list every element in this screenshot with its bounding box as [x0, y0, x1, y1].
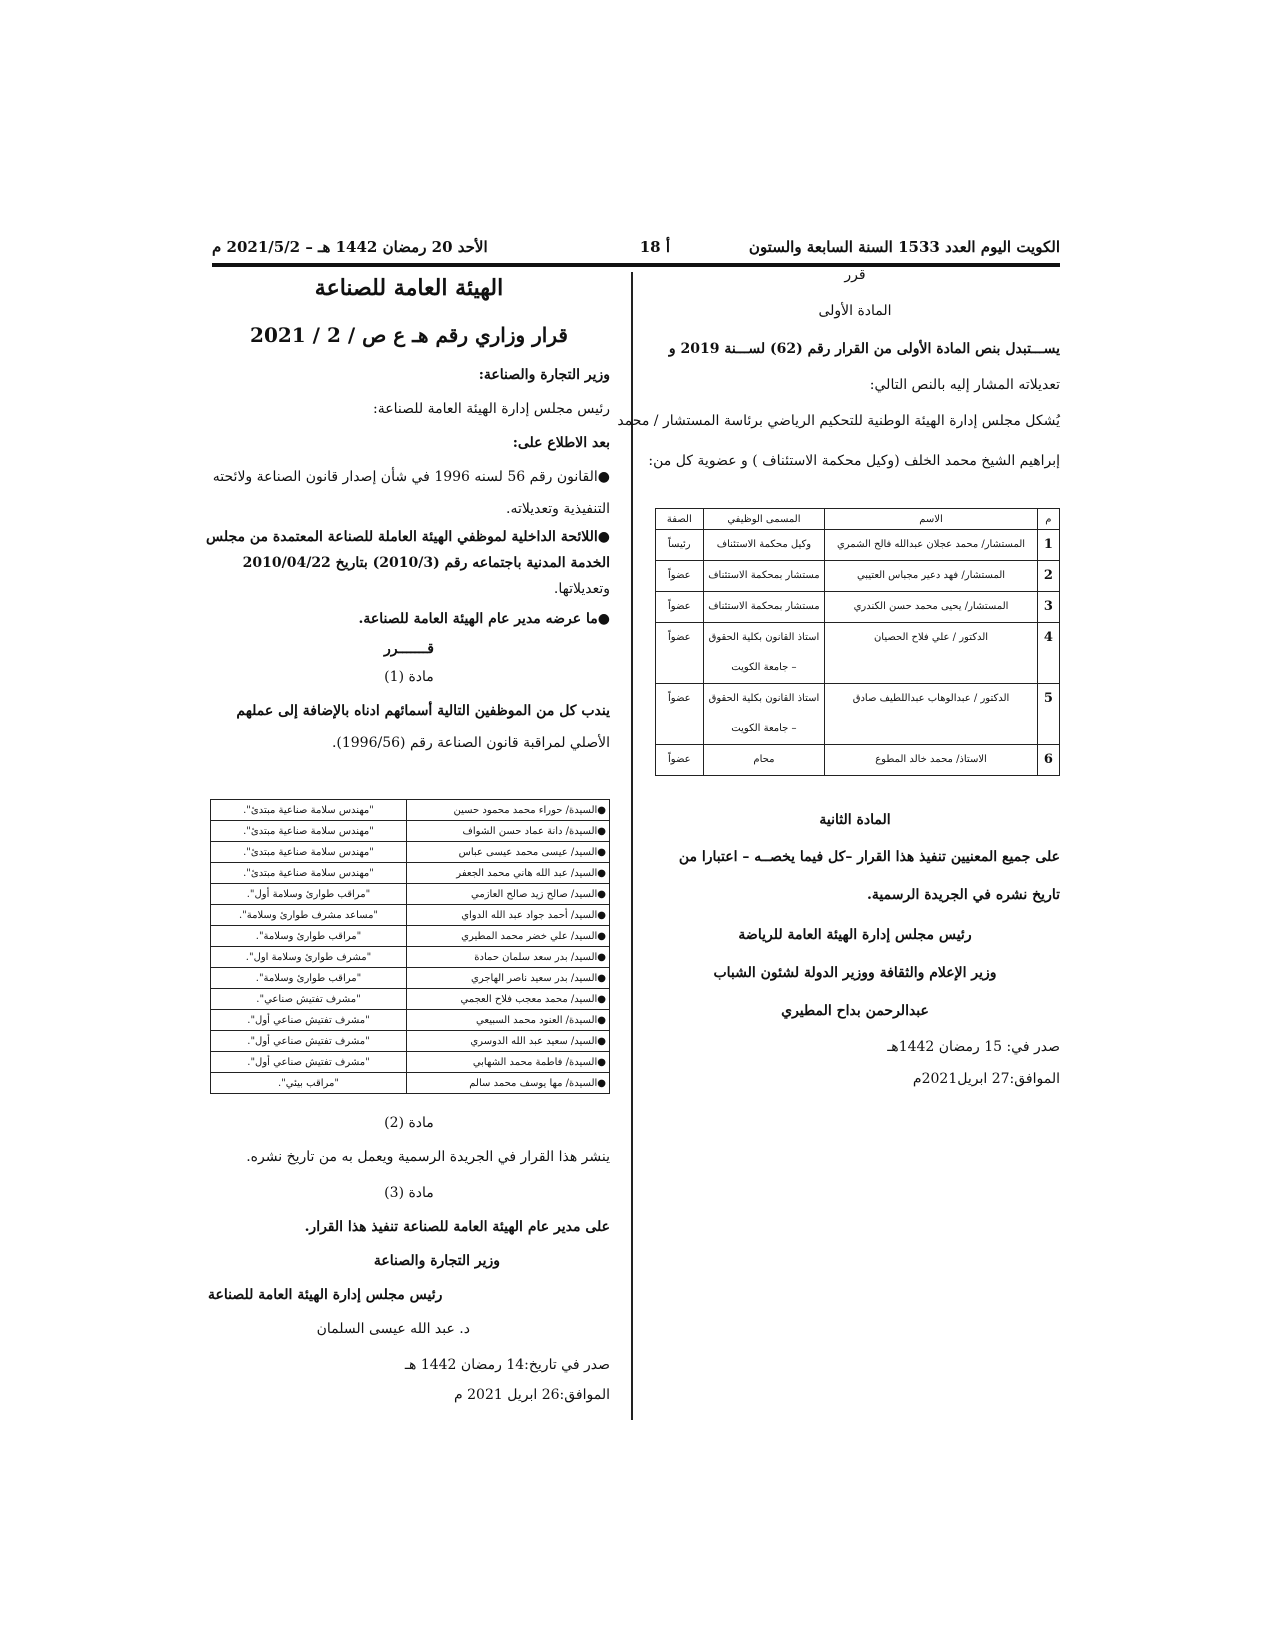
article2-heading: المادة الثانية [819, 812, 891, 828]
table-row [211, 1031, 610, 1052]
staff-name: ●السيدة/ حوراء محمد محمود حسين [407, 800, 610, 821]
article-3-heading: مادة (3) [384, 1185, 434, 1201]
staff-name: ●السيد/ محمد معجب فلاح العجمي [407, 989, 610, 1010]
signature-chairman: رئيس مجلس إدارة الهيئة العامة للصناعة [208, 1287, 443, 1303]
table-row [656, 684, 1060, 745]
staff-job: "مهندس سلامة صناعية مبتدئ". [211, 842, 407, 863]
table-row [211, 905, 610, 926]
staff-job: "مهندس سلامة صناعية مبتدئ". [211, 863, 407, 884]
page-header [212, 238, 1060, 260]
article1-heading: المادة الأولى [818, 303, 892, 319]
issue-date-gregorian: الموافق:26 ابريل 2021 م [454, 1387, 610, 1403]
article2-line: تاريخ نشره في الجريدة الرسمية. [867, 887, 1060, 903]
table-row [656, 745, 1060, 776]
article1-line: تعديلاته المشار إليه بالنص التالي: [869, 377, 1060, 393]
article-1-heading: مادة (1) [384, 669, 434, 685]
staff-job: "مشرف تفتيش صناعي أول". [211, 1031, 407, 1052]
staff-name: ●السيد/ سعيد عبد الله الدوسري [407, 1031, 610, 1052]
staff-name: ●السيد/ أحمد جواد عبد الله الدواي [407, 905, 610, 926]
table-row [211, 863, 610, 884]
article-1-text: يندب كل من الموظفين التالية أسمائهم ادناه بالإضافة إلى عملهم [236, 703, 610, 719]
table-row [656, 623, 1060, 684]
table-row [211, 968, 610, 989]
member-title: مستشار بمحكمة الاستئناف [703, 561, 825, 592]
table-row [211, 926, 610, 947]
staff-name: ●السيدة/ فاطمة محمد الشهابي [407, 1052, 610, 1073]
delegated-staff-table [210, 799, 610, 1094]
board-members-table [655, 508, 1060, 776]
article2-line: على جميع المعنيين تنفيذ هذا القرار –كل فيما يخصــه – اعتبارا من [678, 849, 1060, 865]
table-row [211, 800, 610, 821]
member-role: عضواً [656, 623, 704, 684]
table-row [211, 947, 610, 968]
col-header-role: الصفة [656, 509, 704, 530]
table-header-row [656, 509, 1060, 530]
signer-title: رئيس مجلس إدارة الهيئة العامة للرياضة [738, 927, 972, 943]
member-name: الدكتور / علي فلاح الحصيان [825, 623, 1038, 684]
table-row [211, 884, 610, 905]
staff-name: ●السيد/ بدر سعيد ناصر الهاجري [407, 968, 610, 989]
article-2-heading: مادة (2) [384, 1115, 434, 1131]
issue-date-hijri: صدر في تاريخ:14 رمضان 1442 هـ [404, 1357, 610, 1373]
staff-name: ●السيد/ عبد الله هاني محمد الجعفر [407, 863, 610, 884]
decision-title: قرار وزاري رقم هـ ع ص / 2 / 2021 [250, 323, 568, 347]
article1-line: يُشكل مجلس إدارة الهيئة الوطنية للتحكيم الرياضي برئاسة المستشار / محمد [617, 413, 1060, 429]
member-title: وكيل محكمة الاستئناف [703, 530, 825, 561]
table-row [656, 561, 1060, 592]
member-name: المستشار/ يحيى محمد حسن الكندري [825, 592, 1038, 623]
col-header-name: الاسم [825, 509, 1038, 530]
regulation-reference: الخدمة المدنية باجتماعه رقم (2010/3) بتاريخ 2010/04/22 [242, 555, 610, 571]
member-title: استاذ القانون بكلية الحقوق – جامعة الكويت [703, 684, 825, 745]
table-row [211, 1073, 610, 1094]
staff-name: ●السيد/ صالح زيد صالح العازمي [407, 884, 610, 905]
law-reference: ●القانون رقم 56 لسنه 1996 في شأن إصدار قانون الصناعة ولائحته [212, 469, 610, 485]
table-row [211, 821, 610, 842]
member-name: المستشار/ فهد دعير مجباس العتيبي [825, 561, 1038, 592]
staff-name: ●السيد/ بدر سعد سلمان حمادة [407, 947, 610, 968]
member-role: عضواً [656, 745, 704, 776]
row-number: 4 [1037, 623, 1059, 684]
row-number: 5 [1037, 684, 1059, 745]
staff-job: "مراقب بيئي". [211, 1073, 407, 1094]
table-row [211, 842, 610, 863]
table-row [211, 1010, 610, 1031]
presented-line: ●ما عرضه مدير عام الهيئة العامة للصناعة. [358, 611, 610, 627]
member-name: الدكتور / عبدالوهاب عبداللطيف صادق [825, 684, 1038, 745]
table-row [211, 1052, 610, 1073]
col-header-title: المسمى الوظيفي [703, 509, 825, 530]
page-number: أ 18 [639, 238, 670, 256]
law-reference: التنفيذية وتعديلاته. [506, 501, 610, 517]
decided-word: قـــــــرر [384, 641, 434, 657]
staff-name: ●السيد/ عيسى محمد عيسى عباس [407, 842, 610, 863]
staff-name: ●السيد/ علي خضر محمد المطيري [407, 926, 610, 947]
member-title: مستشار بمحكمة الاستئناف [703, 592, 825, 623]
issue-date: الأحد 20 رمضان 1442 هـ – 2021/5/2 م [212, 238, 488, 256]
signature-name: د. عبد الله عيسى السلمان [316, 1321, 470, 1337]
table-row [656, 592, 1060, 623]
staff-job: "مراقب طوارئ وسلامة". [211, 926, 407, 947]
column-divider [631, 272, 633, 1420]
row-number: 3 [1037, 592, 1059, 623]
article-3-text: على مدير عام الهيئة العامة للصناعة تنفيذ هذا القرار. [304, 1219, 610, 1235]
chairman-line: رئيس مجلس إدارة الهيئة العامة للصناعة: [373, 401, 610, 417]
member-title: استاذ القانون بكلية الحقوق – جامعة الكويت [703, 623, 825, 684]
regulation-reference: ●اللائحة الداخلية لموظفي الهيئة العاملة للصناعة المعتمدة من مجلس [205, 529, 610, 545]
staff-job: "مشرف تفتيش صناعي أول". [211, 1052, 407, 1073]
regulation-reference: وتعديلاتها. [553, 581, 610, 597]
member-role: عضواً [656, 684, 704, 745]
table-row [656, 530, 1060, 561]
staff-job: "مساعد مشرف طوارئ وسلامة". [211, 905, 407, 926]
staff-name: ●السيدة/ مها يوسف محمد سالم [407, 1073, 610, 1094]
article1-line: إبراهيم الشيخ محمد الخلف (وكيل محكمة الاستئناف ) و عضوية كل من: [648, 453, 1060, 469]
decision-word: قرر [844, 267, 866, 283]
staff-job: "مهندس سلامة صناعية مبتدئ". [211, 821, 407, 842]
table-row [211, 989, 610, 1010]
signer-title: وزير الإعلام والثقافة ووزير الدولة لشئون الشباب [713, 965, 997, 981]
staff-job: "مشرف تفتيش صناعي". [211, 989, 407, 1010]
staff-name: ●السيدة/ العنود محمد السبيعي [407, 1010, 610, 1031]
staff-job: "مراقب طوارئ وسلامة". [211, 968, 407, 989]
row-number: 1 [1037, 530, 1059, 561]
left-column [205, 275, 610, 1415]
minister-line: وزير التجارة والصناعة: [478, 367, 610, 383]
issue-date-gregorian: الموافق:27 ابريل2021م [912, 1071, 1060, 1087]
member-name: الاستاذ/ محمد خالد المطوع [825, 745, 1038, 776]
staff-name: ●السيدة/ دانة عماد حسن الشواف [407, 821, 610, 842]
signature-minister: وزير التجارة والصناعة [373, 1253, 500, 1269]
member-role: عضواً [656, 561, 704, 592]
staff-job: "مشرف طوارئ وسلامة اول". [211, 947, 407, 968]
member-role: رئيساً [656, 530, 704, 561]
col-header-num: م [1037, 509, 1059, 530]
staff-job: "مشرف تفتيش صناعي أول". [211, 1010, 407, 1031]
organization-title: الهيئة العامة للصناعة [314, 275, 504, 301]
staff-job: "مهندس سلامة صناعية مبتدئ". [211, 800, 407, 821]
member-role: عضواً [656, 592, 704, 623]
issue-date-hijri: صدر في: 15 رمضان 1442هـ [887, 1039, 1060, 1055]
right-column [617, 267, 1060, 1415]
article-1-text: الأصلي لمراقبة قانون الصناعة رقم (1996/56). [331, 735, 610, 751]
gazette-issue: الكويت اليوم العدد 1533 السنة السابعة والستون [748, 238, 1060, 256]
article-2-text: ينشر هذا القرار في الجريدة الرسمية ويعمل به من تاريخ نشره. [246, 1149, 610, 1165]
article1-line: يســـتبدل بنص المادة الأولى من القرار رقم (62) لســـنة 2019 و [668, 341, 1060, 357]
row-number: 2 [1037, 561, 1059, 592]
member-title: محام [703, 745, 825, 776]
staff-job: "مراقب طوارئ وسلامة أول". [211, 884, 407, 905]
signer-name: عبدالرحمن بداح المطيري [781, 1003, 929, 1019]
member-name: المستشار/ محمد عجلان عبدالله فالح الشمري [825, 530, 1038, 561]
after-review: بعد الاطلاع على: [512, 435, 610, 451]
row-number: 6 [1037, 745, 1059, 776]
